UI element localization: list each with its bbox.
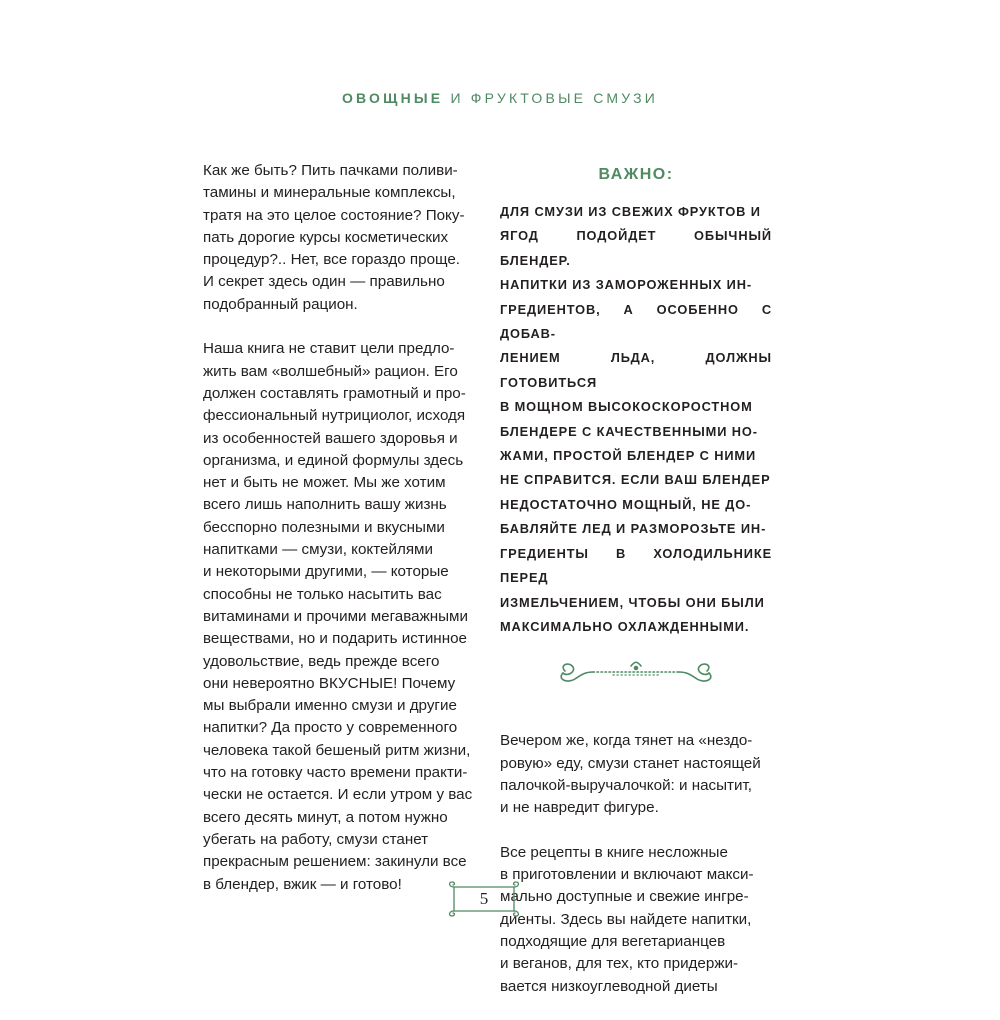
right-column bbox=[500, 160, 772, 1020]
page-number: 5 bbox=[479, 889, 489, 908]
left-paragraph-1: Как же быть? Пить пачками поливи- тамины и минеральные комплексы, тратя на это целое состояние? Поку- пать дорогие курсы косметических процедур?.. Нет, все гораздо проще. И секрет здесь один — правильно подобранный рацион. bbox=[203, 162, 465, 313]
page-number-frame bbox=[446, 881, 522, 917]
right-body-text bbox=[500, 730, 772, 998]
left-paragraph-2: Наша книга не ставит цели предло- жить вам «волшебный» рацион. Его должен составлять грамотный и про- фессиональный нутрициолог, исходя из особенностей вашего здоровья и организма, и единой формулы здесь нет и быть не может. Мы же хотим всего лишь наполнить вашу жизнь бесспорно полезными и вкусными напитками — смузи, коктейлями и некоторыми другими, — которые способны не только насытить вас витаминами и прочими мегаважными веществами, но и подарить истинное удовольствие, ведь прежде всего они невероятно ВКУСНЫЕ! Почему мы выбрали именно смузи и другие напитки? Да просто у современного человека такой бешеный ритм жизни, что на готовку часто времени практи- чески не остается. И если утром у вас всего десять минут, а потом нужно убегать на работу, смузи станет прекрасным решением: закинули все в блендер, вжик — и готово! bbox=[203, 340, 473, 893]
important-title: ВАЖНО: bbox=[598, 166, 674, 183]
right-paragraph-1: Вечером же, когда тянет на «нездо- ровую» еду, смузи станет настоящей палочкой-выручалочкой: и насытит, и не навредит фигуре. bbox=[500, 732, 761, 817]
left-column bbox=[203, 160, 475, 918]
running-header bbox=[0, 90, 1000, 106]
header-rest: И ФРУКТОВЫЕ СМУЗИ bbox=[450, 90, 659, 106]
header-bold-word: ОВОЩНЫЕ bbox=[341, 90, 444, 106]
right-paragraph-2: Все рецепты в книге несложные в приготовлении и включают макси- мально доступные и свежие ингре- диенты. Здесь вы найдете напитки, подходящие для вегетарианцев и веганов, для тех, кто придержи- вается низкоуглеводной диеты bbox=[500, 843, 754, 995]
ornament-divider-icon bbox=[553, 657, 719, 687]
important-body: ДЛЯ СМУЗИ ИЗ СВЕЖИХ ФРУКТОВ И ЯГОД ПОДОЙДЕТ ОБЫЧНЫЙ БЛЕНДЕР. НАПИТКИ ИЗ ЗАМОРОЖЕННЫХ ИН- ГРЕДИЕНТОВ, А ОСОБЕННО С ДОБАВ- ЛЕНИЕМ ЛЬДА, ДОЛЖНЫ ГОТОВИТЬСЯ В МОЩНОМ ВЫСОКОСКОРОСТНОМ БЛЕНДЕРЕ С КАЧЕСТВЕННЫМИ НО- ЖАМИ, ПРОСТОЙ БЛЕНДЕР С НИМИ НЕ СПРАВИТСЯ. ЕСЛИ ВАШ БЛЕНДЕР НЕДОСТАТОЧНО МОЩНЫЙ, НЕ ДО- БАВЛЯЙТЕ ЛЕД И РАЗМОРОЗЬТЕ ИН- ГРЕДИЕНТЫ В ХОЛОДИЛЬНИКЕ ПЕРЕД ИЗМЕЛЬЧЕНИЕМ, ЧТОБЫ ОНИ БЫЛИ МАКСИМАЛЬНО ОХЛАЖДЕННЫМИ. bbox=[500, 204, 772, 634]
